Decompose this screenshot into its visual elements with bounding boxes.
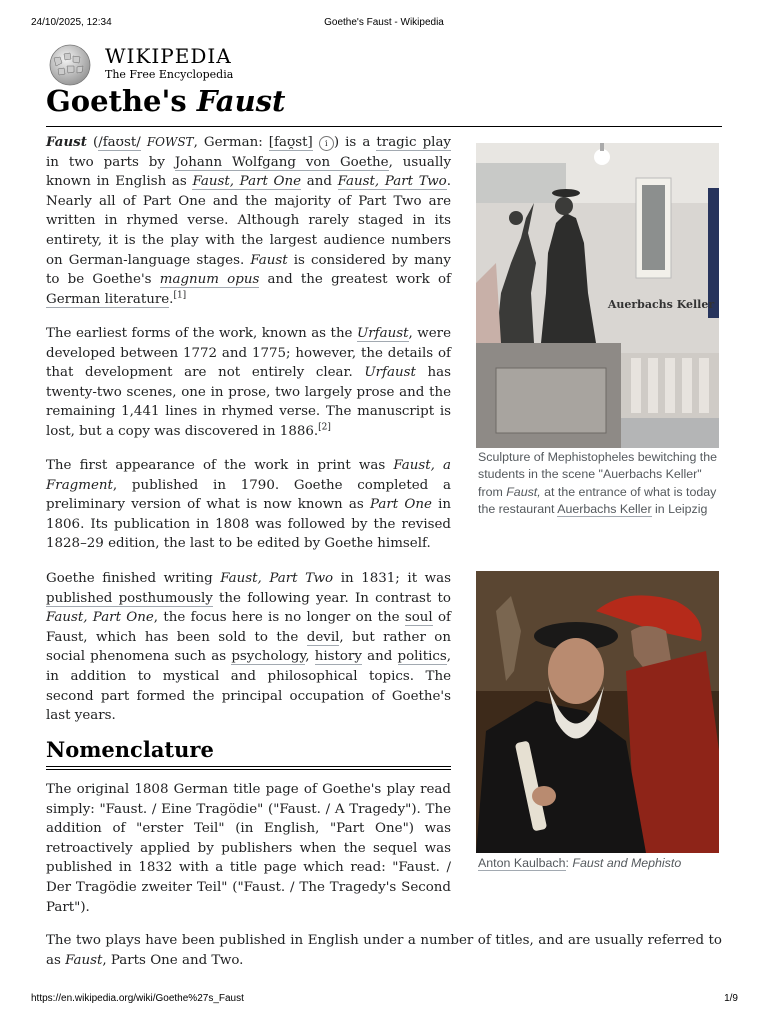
soul-link[interactable]: soul bbox=[404, 610, 433, 626]
part-two-paragraph bbox=[46, 569, 451, 726]
lead-text: and bbox=[301, 174, 338, 190]
wikipedia-wordmark[interactable]: WIKIPEDIA bbox=[105, 44, 232, 68]
fragment-italic: Faust, a Fragment bbox=[46, 458, 451, 493]
section-rule bbox=[46, 769, 451, 770]
nomenclature-paragraph: The original 1808 German title page of Goethe's play read simply: "Faust. / Eine Tragödie" ("Faust. / A Tragedy"). The addition of "erster Teil" (in English, "Part One") was retroactively applied by publishers when the sequel was published in 1832 with a title page which read: "Faust. / Der Tragödie zweiter Teil" ("Faust. / The Tragedy's Second Part"). bbox=[46, 782, 451, 915]
part-two-italic: Faust, Part Two bbox=[220, 571, 334, 586]
painting-title: Faust and Mephisto bbox=[572, 856, 682, 870]
caption-text: in Leipzig bbox=[651, 502, 708, 517]
print-page-number: 1/9 bbox=[724, 993, 738, 1004]
painting-caption bbox=[478, 855, 718, 872]
body-text: , Parts One and Two. bbox=[102, 952, 244, 968]
part-one-link[interactable]: Faust, Part One bbox=[192, 174, 302, 190]
title-rule bbox=[46, 126, 722, 127]
faust-italic: Faust bbox=[65, 952, 103, 968]
body-text: , were developed between 1772 and 1775; however, the details of that development are not entirely clear. bbox=[46, 326, 451, 381]
german-literature-link[interactable]: German literature bbox=[46, 291, 170, 307]
politics-link[interactable]: politics bbox=[397, 649, 447, 665]
ipa-link[interactable]: /faʊst/ bbox=[98, 135, 141, 150]
body-text: The two plays have been published in English under a number of titles, and are usually referred to as bbox=[46, 933, 722, 968]
sculpture-photo[interactable] bbox=[476, 143, 719, 448]
body-text: and bbox=[361, 649, 398, 665]
body-text: the following year. In contrast to bbox=[212, 590, 451, 606]
respelling: FOWST bbox=[146, 135, 194, 149]
auerbachs-keller-link[interactable]: Auerbachs Keller bbox=[557, 502, 652, 517]
body-text: of Faust, which has been sold to the bbox=[46, 610, 451, 645]
urfaust-italic: Urfaust bbox=[364, 365, 416, 381]
caption-text: Sculpture of Mephistopheles bewitching the students in the scene "Auerbachs Keller" from bbox=[478, 450, 718, 499]
sculpture-caption bbox=[478, 449, 718, 519]
title-italic: Faust bbox=[196, 84, 286, 118]
lead-text: . Nearly all of Part One and the majority of Part Two are written in rhymed verse. Although rarely staged in its entirety, it is the play with the largest audience numbers on German-language stages. bbox=[46, 174, 451, 268]
goethe-link[interactable]: Johann Wolfgang von Goethe bbox=[174, 154, 389, 170]
print-url[interactable]: https://en.wikipedia.org/wiki/Goethe%27s_Faust bbox=[31, 993, 244, 1004]
body-text: , the focus here is no longer on the bbox=[153, 610, 405, 626]
anton-kaulbach-link[interactable]: Anton Kaulbach bbox=[478, 856, 566, 870]
wikipedia-tagline: The Free Encyclopedia bbox=[105, 68, 234, 81]
magnum-opus-link[interactable]: magnum opus bbox=[159, 272, 260, 288]
print-page-title: Goethe's Faust - Wikipedia bbox=[324, 17, 444, 28]
posthumous-link[interactable]: published posthumously bbox=[46, 590, 213, 606]
body-text: , published in 1790. Goethe completed a preliminary version of what is now known as bbox=[46, 477, 451, 513]
part-one-italic: Faust, Part One bbox=[46, 610, 154, 626]
urfaust-link[interactable]: Urfaust bbox=[357, 326, 409, 341]
lead-text: , German: bbox=[193, 135, 269, 150]
body-text: has twenty-two scenes, one in prose, two largely prose and the remaining 1,441 lines in rhymed verse. The manuscript is lost, but a copy was discovered in 1886. bbox=[46, 365, 451, 439]
audio-icon[interactable]: i bbox=[319, 136, 334, 151]
body-text: , in addition to mystical and philosophical topics. The second part formed the principal occupation of Goethe's last years. bbox=[46, 649, 451, 724]
body-text: , bbox=[305, 649, 315, 665]
lead-text: is considered by many to be Goethe's bbox=[46, 252, 451, 288]
body-text: The earliest forms of the work, known as the bbox=[46, 326, 357, 341]
tragic-play-link[interactable]: tragic play bbox=[376, 135, 451, 150]
caption-italic: Faust, bbox=[506, 484, 541, 499]
faust-mephisto-painting[interactable] bbox=[476, 571, 719, 853]
body-text: , but rather on social phenomena such as bbox=[46, 629, 451, 665]
print-datetime: 24/10/2025, 12:34 bbox=[31, 17, 112, 28]
print-paragraph bbox=[46, 456, 451, 554]
body-text: in 1831; it was bbox=[333, 571, 451, 586]
part-two-link[interactable]: Faust, Part Two bbox=[337, 174, 447, 190]
body-text: in 1806. Its publication in 1808 was followed by the revised 1828–29 edition, the last to be edited by Goethe himself. bbox=[46, 497, 451, 552]
lead-text: ) is a bbox=[333, 135, 377, 150]
german-ipa-link[interactable]: [faʊ̯st] bbox=[268, 135, 313, 150]
wikipedia-globe-icon[interactable] bbox=[46, 44, 94, 86]
titles-paragraph bbox=[46, 931, 722, 970]
psychology-link[interactable]: psychology bbox=[231, 649, 306, 665]
devil-link[interactable]: devil bbox=[306, 629, 340, 645]
lead-text: , usually known in English as bbox=[46, 154, 452, 190]
history-link[interactable]: history bbox=[314, 649, 362, 665]
lead-text: in two parts by bbox=[46, 154, 175, 170]
lead-text: and the greatest work of bbox=[259, 272, 452, 288]
caption-separator: : bbox=[565, 856, 573, 870]
citation-2[interactable]: [2] bbox=[318, 422, 331, 433]
title-plain: Goethe's bbox=[46, 84, 197, 118]
caption-text: at the entrance of what is today the restaurant bbox=[478, 484, 717, 517]
citation-1[interactable]: [1] bbox=[173, 290, 187, 301]
section-rule bbox=[46, 766, 451, 767]
faust-italic: Faust bbox=[250, 252, 288, 268]
lead-paragraph: Faust (/faʊst/ FOWST, German: [faʊ̯st] i ) is a tragic play in two parts by Johann Wolfgang von Goethe, usually known in English as Faust, Part One and Faust, Part Two. Nearly all of Part One and the majority of Part Two are written in rhymed verse. Although rarely staged in its entirety, it is the play with the largest audience numbers on German-language stages. Faust is considered by many to be Goethe's magnum opus and the greatest work of German literature.[1] bbox=[46, 134, 452, 307]
part-one-italic: Part One bbox=[369, 497, 432, 513]
page-title bbox=[46, 84, 285, 118]
restaurant-sign: Auerbachs Keller bbox=[607, 298, 715, 311]
body-text: The first appearance of the work in print was bbox=[46, 458, 394, 473]
urfaust-paragraph bbox=[46, 324, 451, 442]
section-heading-nomenclature: Nomenclature bbox=[46, 737, 214, 762]
body-text: Goethe finished writing bbox=[46, 571, 221, 586]
lead-term: Faust bbox=[46, 134, 87, 150]
lead-text: . bbox=[169, 291, 174, 307]
